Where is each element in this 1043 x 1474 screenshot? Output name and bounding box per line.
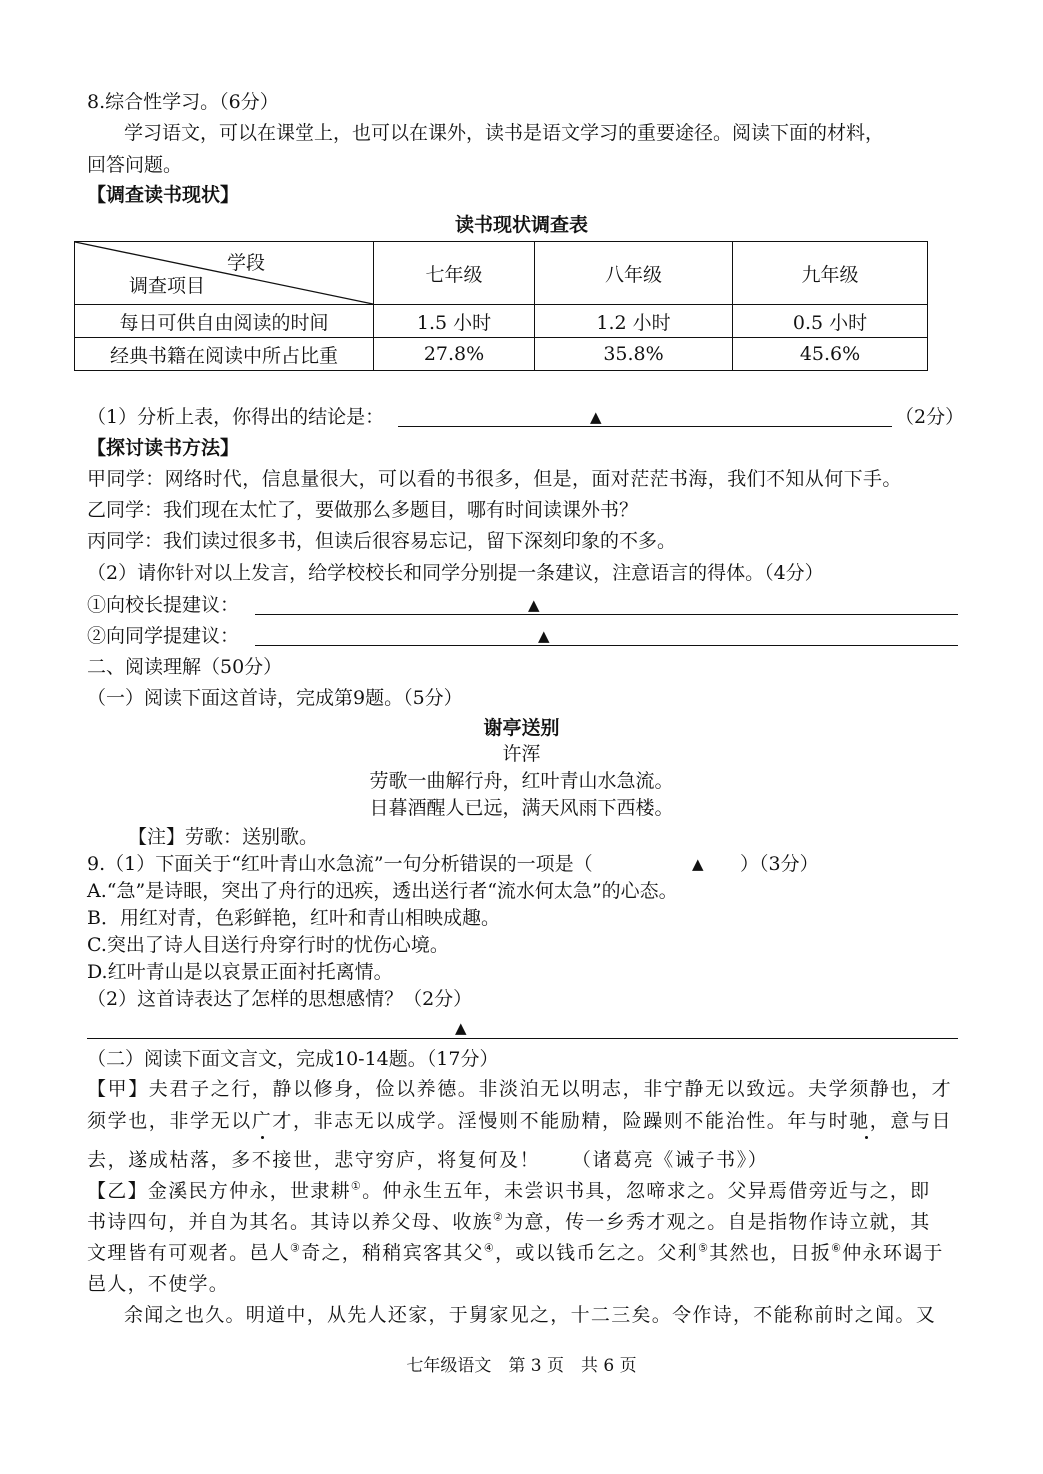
emphasis-dot bbox=[261, 1136, 264, 1139]
passage-jia-line: 去，遂成枯落，多不接世，悲守穷庐，将复何及！ （诸葛亮《诫子书》） bbox=[87, 1149, 769, 1171]
answer-line-conclusion[interactable] bbox=[398, 426, 892, 427]
answer-line-principal[interactable] bbox=[255, 614, 958, 615]
table-row bbox=[75, 305, 928, 338]
q9-option-c: C.突出了诗人目送行舟穿行时的忧伤心境。 bbox=[87, 934, 449, 956]
footnote-mark: ⑤ bbox=[698, 1241, 710, 1255]
diagonal-divider bbox=[75, 242, 373, 304]
passage-yi-line: 余闻之也久。明道中，从先人还家，于舅家见之，十二三矣。令作诗，不能称前时之闻。又 bbox=[124, 1304, 937, 1326]
table-row-label: 经典书籍在阅读中所占比重 bbox=[75, 338, 374, 371]
answer-line-classmate[interactable] bbox=[255, 645, 958, 646]
footnote-mark: ① bbox=[350, 1179, 363, 1193]
blank-triangle-icon: ▲ bbox=[590, 408, 602, 426]
passage-text: ，或以钱币乞之。父利 bbox=[495, 1242, 699, 1264]
q8-sub1-score: （2分） bbox=[895, 406, 965, 428]
q8-sub2-prompt: （2）请你针对以上发言，给学校校长和同学分别提一条建议，注意语言的得体。（4分） bbox=[87, 562, 824, 584]
table-header-cell: 九年级 bbox=[733, 242, 928, 305]
blank-triangle-icon: ▲ bbox=[692, 855, 704, 873]
q9-option-a: A.“急”是诗眼，突出了舟行的迅疾，透出送行者“流水何太急”的心态。 bbox=[87, 880, 678, 902]
table-cell: 45.6% bbox=[733, 338, 928, 371]
q8-sub1-prompt: （1）分析上表，你得出的结论是： bbox=[87, 406, 385, 428]
table-cell: 1.5 小时 bbox=[374, 305, 535, 338]
emphasis-dot bbox=[865, 1136, 868, 1139]
passage-yi-line bbox=[87, 1210, 931, 1234]
footnote-mark: ③ bbox=[290, 1241, 302, 1255]
table-row-label: 每日可供自由阅读的时间 bbox=[75, 305, 374, 338]
page-footer: 七年级语文 第 3 页 共 6 页 bbox=[406, 1356, 637, 1376]
blank-triangle-icon: ▲ bbox=[538, 627, 550, 645]
table-title: 读书现状调查表 bbox=[454, 214, 588, 236]
q8-intro-line1: 学习语文，可以在课堂上，也可以在课外，读书是语文学习的重要途径。阅读下面的材料， bbox=[124, 122, 885, 144]
passage-text: 为意，传一乡秀才观之。自是指物作诗立就，其 bbox=[504, 1211, 931, 1233]
passage-yi-line bbox=[87, 1241, 944, 1265]
passage-jia-line: 【甲】夫君子之行，静以修身，俭以养德。非淡泊无以明志，非宁静无以致远。夫学须静也，才 bbox=[87, 1078, 953, 1100]
q8-title: 8.综合性学习。（6分） bbox=[87, 91, 279, 113]
q9-stem: 9.（1）下面关于“红叶青山水急流”一句分析错误的一项是（ bbox=[87, 853, 593, 875]
part2-heading: 二、阅读理解（50分） bbox=[87, 656, 283, 678]
table-header-cell: 七年级 bbox=[374, 242, 535, 305]
corner-label-item: 调查项目 bbox=[129, 275, 206, 297]
student-jia-statement: 甲同学：网络时代，信息量很大，可以看的书很多，但是，面对茫茫书海，我们不知从何下手。 bbox=[87, 468, 902, 490]
corner-label-stage: 学段 bbox=[226, 252, 265, 274]
q9-option-b: B．用红对青，色彩鲜艳，红叶和青山相映成趣。 bbox=[87, 907, 500, 929]
blank-triangle-icon: ▲ bbox=[528, 596, 540, 614]
suggestion-classmate-label: ②向同学提建议： bbox=[87, 625, 240, 647]
poem-note: 【注】劳歌：送别歌。 bbox=[128, 826, 319, 848]
section-method-heading: 【探讨读书方法】 bbox=[87, 437, 240, 459]
table-corner-cell bbox=[75, 242, 374, 305]
suggestion-principal-label: ①向校长提建议： bbox=[87, 594, 240, 616]
table-cell: 1.2 小时 bbox=[535, 305, 733, 338]
classical-section-heading: （二）阅读下面文言文，完成10-14题。（17分） bbox=[87, 1048, 499, 1070]
footnote-mark: ⑥ bbox=[831, 1241, 843, 1255]
passage-jia-line: 须学也，非学无以广才，非志无以成学。淫慢则不能励精，险躁则不能治性。年与时驰，意与日 bbox=[87, 1110, 953, 1132]
poem-section-heading: （一）阅读下面这首诗，完成第9题。（5分） bbox=[87, 687, 463, 709]
table-header-row bbox=[75, 242, 928, 305]
passage-text: 仲永环谒于 bbox=[842, 1242, 944, 1264]
footnote-mark: ② bbox=[493, 1210, 505, 1224]
table-cell: 0.5 小时 bbox=[733, 305, 928, 338]
student-yi-statement: 乙同学：我们现在太忙了，要做那么多题目，哪有时间读课外书？ bbox=[87, 499, 639, 521]
table-cell: 35.8% bbox=[535, 338, 733, 371]
passage-text: 其然也，日扳 bbox=[709, 1242, 832, 1264]
poem-title: 谢亭送别 bbox=[483, 717, 560, 739]
passage-text: 奇之，稍稍宾客其父 bbox=[301, 1242, 484, 1264]
passage-text: 。仲永生五年，未尝识书具，忽啼求之。父异焉借旁近与之，即 bbox=[362, 1180, 931, 1202]
passage-yi-line: 邑人，不使学。 bbox=[87, 1273, 230, 1295]
poem-line: 日暮酒醒人已远，满天风雨下西楼。 bbox=[369, 797, 674, 819]
q9-option-d: D.红叶青山是以哀景正面衬托离情。 bbox=[87, 961, 393, 983]
poem-line: 劳歌一曲解行舟，红叶青山水急流。 bbox=[369, 770, 674, 792]
answer-line-q9[interactable] bbox=[87, 1038, 958, 1039]
q8-intro-line2: 回答问题。 bbox=[87, 154, 183, 176]
footnote-mark: ④ bbox=[483, 1241, 496, 1255]
poem-author: 许浑 bbox=[502, 743, 541, 765]
blank-triangle-icon: ▲ bbox=[455, 1019, 467, 1037]
table-cell: 27.8% bbox=[374, 338, 535, 371]
passage-text: 【乙】金溪民方仲永，世隶耕 bbox=[87, 1180, 351, 1202]
q9-stem-score: ）（3分） bbox=[740, 853, 819, 875]
passage-text: 书诗四句，并自为其名。其诗以养父母、收族 bbox=[87, 1211, 494, 1233]
survey-table bbox=[74, 241, 928, 371]
passage-text: 文理皆有可观者。邑人 bbox=[87, 1242, 291, 1264]
table-row bbox=[75, 338, 928, 371]
student-bing-statement: 丙同学：我们读过很多书，但读后很容易忘记，留下深刻印象的不多。 bbox=[87, 530, 677, 552]
passage-yi-line bbox=[87, 1179, 930, 1203]
q9-sub2-prompt: （2）这首诗表达了怎样的思想感情？（2分） bbox=[87, 988, 473, 1010]
section-survey-heading: 【调查读书现状】 bbox=[87, 184, 240, 206]
table-header-cell: 八年级 bbox=[535, 242, 733, 305]
